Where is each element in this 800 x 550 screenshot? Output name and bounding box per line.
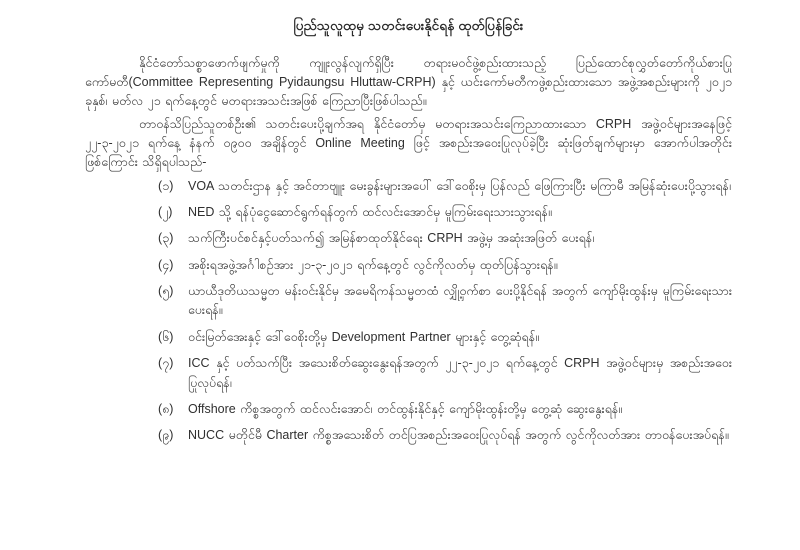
list-item-number: (၂)	[158, 204, 173, 219]
list-item-text: ICC နှင့် ပတ်သက်ပြီး အသေးစိတ်ဆွေးနွေးရန်အတွက် ၂၂-၃-၂၀၂၁ ရက်နေ့တွင် CRPH အဖွဲ့ဝင်များမှ အစည်းအဝေးပြုလုပ်ရန်၊	[188, 356, 732, 390]
document-title: ပြည်သူလူထုမှ သတင်းပေးနိုင်ရန် ထုတ်ပြန်ခြင်း	[293, 18, 524, 33]
list-item-number: (၉)	[158, 428, 174, 443]
list-item	[158, 229, 732, 248]
list-item	[158, 177, 732, 196]
list-item	[158, 328, 732, 347]
list-item-text: NUCC မတိုင်မီ Charter ကိစ္စအသေးစိတ် တင်ပြအစည်းအဝေးပြုလုပ်ရန် အတွက် လွင်ကိုလတ်အား တာဝန်ပေးအပ်ရန်။	[188, 428, 729, 443]
list-item-text: NED သို့ ရန်ပုံငွေဆောင်ရွက်ရန်တွက် ထင်လင်းအောင်မှ မူကြမ်းရေးသားသွားရန်။	[188, 204, 552, 219]
list-item-number: (၅)	[158, 284, 174, 298]
list-item-text: အစိုးရအဖွဲ့အင်္ဂါစဉ်အား ၂၁-၃-၂၀၂၁ ရက်နေ့တွင် လွင်ကိုလတ်မှ ထုတ်ပြန်သွားရန်။	[188, 257, 558, 272]
list-item-text: VOA သတင်းဌာန နှင့် အင်တာဗျူး မေးခွန်းများအပေါ် ဒေါ်ဝေစိုးမှ ပြန်လည် ဖြေကြားပြီး မကြာမီ အမြန်ဆုံးပေးပို့သွားရန်၊	[188, 178, 731, 193]
list-item	[158, 282, 732, 321]
list-item-text: Offshore ကိစ္စအတွက် ထင်လင်းအောင်၊ တင်ထွန်းနိုင်နှင့် ကျော်မိုးထွန်းတို့မှ တွေ့ဆုံ ဆွေးနွေးရန်။	[188, 401, 623, 416]
list-item-text: ယာယီဒုတိယသမ္မတ မန်းဝင်းနိုင်မှ အမေရိကန်သမ္မတထံ လျှို့ဝှက်စာ ပေးပို့နိုင်ရန် အတွက် ကျော်မိုးထွန်းမှ မူကြမ်းရေးသားပေးရန်။	[188, 284, 732, 318]
list-item-number: (၈)	[158, 401, 174, 416]
paragraph-declaration: နိုင်ငံတော်သစ္စာဖောက်ဖျက်မှုကို ကျူးလွန်လျက်ရှိပြီး တရားမဝင်ဖွဲ့စည်းထားသည့် ပြည်ထောင်စုလွှတ်တော်ကိုယ်စားပြုကော်မတီ(Committee Representing Pyidaungsu Hluttaw-CRPH) နှင့် ယင်းကော်မတီကဖွဲ့စည်းထားသော အဖွဲ့အစည်းများကို ၂၀၂၁ ခုနှစ်၊ မတ်လ ၂၁ ရက်နေ့တွင် မတရားအသင်းအဖြစ် ကြေညာပြီးဖြစ်ပါသည်။	[85, 56, 732, 108]
paragraph-meeting-info: တာဝန်သိပြည်သူတစ်ဦး၏ သတင်းပေးပို့ချက်အရ နိုင်ငံတော်မှ မတရားအသင်းကြေညာထားသော CRPH အဖွဲ့ဝင်များအနေဖြင့် ၂၂-၃-၂၀၂၁ ရက်နေ့ နံနက် ၀၉၀၀ အချိန်တွင် Online Meeting ဖြင့် အစည်းအဝေးပြုလုပ်ခဲ့ပြီး ဆုံးဖြတ်ချက်များမှာ အောက်ပါအတိုင်း ဖြစ်ကြောင်း သိရှိရပါသည်-	[85, 117, 732, 169]
list-item-number: (၁)	[158, 178, 174, 193]
list-item-number: (၃)	[158, 231, 174, 246]
list-item-text: ဝင်းမြတ်အေးနှင့် ဒေါ်ဝေစိုးတို့မှ Development Partner များနှင့် တွေ့ဆုံရန်။	[188, 329, 539, 344]
decision-list	[158, 177, 732, 446]
list-item-number: (၇)	[158, 356, 174, 371]
list-item	[158, 354, 732, 393]
list-item-number: (၄)	[158, 257, 174, 272]
list-item	[158, 203, 732, 222]
list-item	[158, 400, 732, 419]
list-item	[158, 426, 732, 445]
list-item	[158, 256, 732, 275]
list-item-text: သက်ကြီးပင်စင်နှင့်ပတ်သက်၍ အမြန်စာထုတ်နိုင်ရေး CRPH အဖွဲ့မှ အဆုံးအဖြတ် ပေးရန်၊	[188, 231, 595, 246]
list-item-number: (၆)	[158, 329, 174, 344]
